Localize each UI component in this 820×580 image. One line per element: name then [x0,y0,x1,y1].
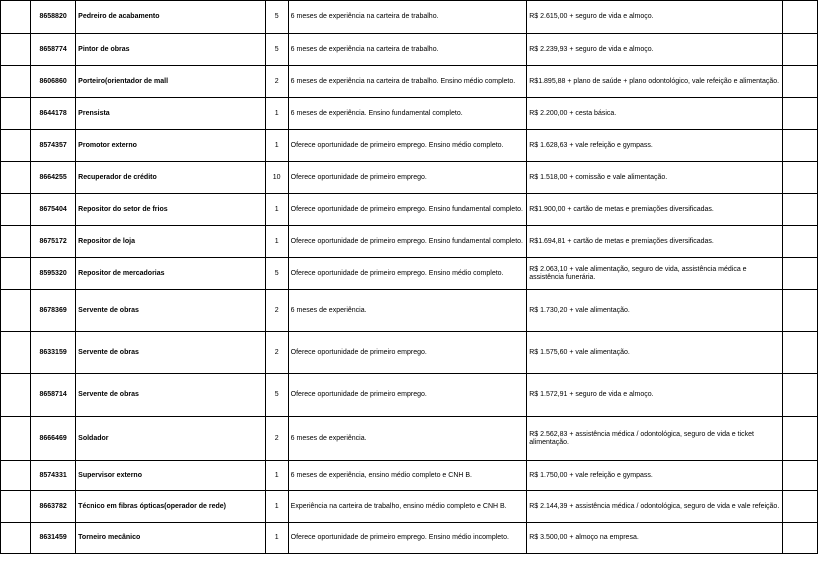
blank-cell [1,130,31,162]
job-requirements: Oferece oportunidade de primeiro emprego. Ensino médio incompleto. [288,523,527,554]
table-row [1,66,818,98]
job-code: 8675404 [31,194,76,226]
blank-cell [782,34,817,66]
blank-cell [782,130,817,162]
vacancy-count: 1 [265,130,288,162]
job-title: Repositor de mercadorias [76,258,265,290]
vacancy-count: 1 [265,491,288,523]
vacancy-count: 1 [265,194,288,226]
job-requirements: Oferece oportunidade de primeiro emprego. Ensino médio completo. [288,130,527,162]
vacancy-count: 10 [265,162,288,194]
job-title: Torneiro mecânico [76,523,265,554]
blank-cell [782,1,817,34]
vacancy-count: 5 [265,258,288,290]
job-requirements: Oferece oportunidade de primeiro emprego. [288,374,527,417]
table-row [1,461,818,491]
blank-cell [782,162,817,194]
blank-cell [782,66,817,98]
table-row [1,523,818,554]
blank-cell [782,290,817,332]
blank-cell [782,417,817,461]
job-benefits: R$ 2.144,39 + assistência médica / odontológica, seguro de vida e vale refeição. [527,491,783,523]
job-requirements: 6 meses de experiência. [288,290,527,332]
job-title: Soldador [76,417,265,461]
blank-cell [782,226,817,258]
job-benefits: R$ 1.750,00 + vale refeição e gympass. [527,461,783,491]
blank-cell [1,461,31,491]
job-title: Supervisor externo [76,461,265,491]
job-title: Técnico em fibras ópticas(operador de rede) [76,491,265,523]
blank-cell [782,194,817,226]
job-requirements: Oferece oportunidade de primeiro emprego. Ensino fundamental completo. [288,194,527,226]
job-code: 8574331 [31,461,76,491]
table-row [1,98,818,130]
blank-cell [1,194,31,226]
blank-cell [1,290,31,332]
blank-cell [1,162,31,194]
vacancy-count: 5 [265,1,288,34]
job-code: 8658820 [31,1,76,34]
job-title: Servente de obras [76,290,265,332]
job-code: 8644178 [31,98,76,130]
job-code: 8666469 [31,417,76,461]
job-benefits: R$ 3.500,00 + almoço na empresa. [527,523,783,554]
vacancy-count: 1 [265,226,288,258]
job-code: 8595320 [31,258,76,290]
job-requirements: 6 meses de experiência na carteira de trabalho. [288,34,527,66]
job-title: Porteiro(orientador de mall [76,66,265,98]
job-requirements: Oferece oportunidade de primeiro emprego. [288,162,527,194]
job-code: 8658714 [31,374,76,417]
job-title: Pintor de obras [76,34,265,66]
job-benefits: R$1.895,88 + plano de saúde + plano odontológico, vale refeição e alimentação. [527,66,783,98]
table-row [1,491,818,523]
blank-cell [782,491,817,523]
table-row [1,130,818,162]
job-code: 8574357 [31,130,76,162]
job-code: 8663782 [31,491,76,523]
job-code: 8606860 [31,66,76,98]
job-benefits: R$ 1.730,20 + vale alimentação. [527,290,783,332]
job-requirements: Experiência na carteira de trabalho, ensino médio completo e CNH B. [288,491,527,523]
blank-cell [1,66,31,98]
vacancy-count: 2 [265,332,288,374]
job-benefits: R$ 2.239,93 + seguro de vida e almoço. [527,34,783,66]
job-requirements: 6 meses de experiência na carteira de trabalho. Ensino médio completo. [288,66,527,98]
job-code: 8675172 [31,226,76,258]
job-code: 8664255 [31,162,76,194]
job-requirements: 6 meses de experiência. [288,417,527,461]
blank-cell [1,226,31,258]
job-code: 8633159 [31,332,76,374]
job-title: Promotor externo [76,130,265,162]
vacancy-count: 5 [265,34,288,66]
job-title: Servente de obras [76,332,265,374]
job-benefits: R$ 1.575,60 + vale alimentação. [527,332,783,374]
vacancy-count: 2 [265,417,288,461]
blank-cell [1,258,31,290]
table-row [1,290,818,332]
job-benefits: R$ 1.572,91 + seguro de vida e almoço. [527,374,783,417]
job-title: Repositor de loja [76,226,265,258]
blank-cell [1,332,31,374]
job-benefits: R$ 1.518,00 + comissão e vale alimentação. [527,162,783,194]
table-row [1,34,818,66]
blank-cell [1,374,31,417]
vacancy-count: 2 [265,66,288,98]
job-benefits: R$ 2.200,00 + cesta básica. [527,98,783,130]
job-requirements: 6 meses de experiência na carteira de trabalho. [288,1,527,34]
table-row [1,417,818,461]
job-benefits: R$ 1.628,63 + vale refeição e gympass. [527,130,783,162]
blank-cell [1,1,31,34]
table-row [1,1,818,34]
job-title: Recuperador de crédito [76,162,265,194]
job-title: Servente de obras [76,374,265,417]
job-requirements: 6 meses de experiência, ensino médio completo e CNH B. [288,461,527,491]
table-row [1,194,818,226]
blank-cell [782,523,817,554]
job-requirements: Oferece oportunidade de primeiro emprego. Ensino fundamental completo. [288,226,527,258]
blank-cell [1,523,31,554]
table-row [1,332,818,374]
vacancy-count: 2 [265,290,288,332]
blank-cell [782,332,817,374]
job-title: Repositor do setor de frios [76,194,265,226]
job-benefits: R$1.694,81 + cartão de metas e premiações diversificadas. [527,226,783,258]
job-requirements: Oferece oportunidade de primeiro emprego. Ensino médio completo. [288,258,527,290]
job-title: Pedreiro de acabamento [76,1,265,34]
job-code: 8678369 [31,290,76,332]
job-benefits: R$ 2.615,00 + seguro de vida e almoço. [527,1,783,34]
job-benefits: R$1.900,00 + cartão de metas e premiações diversificadas. [527,194,783,226]
job-code: 8658774 [31,34,76,66]
job-requirements: Oferece oportunidade de primeiro emprego. [288,332,527,374]
job-benefits: R$ 2.063,10 + vale alimentação, seguro de vida, assistência médica e assistência funerária. [527,258,783,290]
blank-cell [1,491,31,523]
job-benefits: R$ 2.562,83 + assistência médica / odontológica, seguro de vida e ticket alimentação. [527,417,783,461]
table-row [1,162,818,194]
blank-cell [782,258,817,290]
vacancy-count: 1 [265,98,288,130]
job-title: Prensista [76,98,265,130]
table-row [1,226,818,258]
table-row [1,258,818,290]
blank-cell [1,98,31,130]
job-requirements: 6 meses de experiência. Ensino fundamental completo. [288,98,527,130]
blank-cell [1,34,31,66]
blank-cell [782,98,817,130]
vacancy-count: 1 [265,461,288,491]
blank-cell [782,374,817,417]
vacancy-count: 1 [265,523,288,554]
table-row [1,374,818,417]
blank-cell [1,417,31,461]
vacancy-count: 5 [265,374,288,417]
job-code: 8631459 [31,523,76,554]
blank-cell [782,461,817,491]
